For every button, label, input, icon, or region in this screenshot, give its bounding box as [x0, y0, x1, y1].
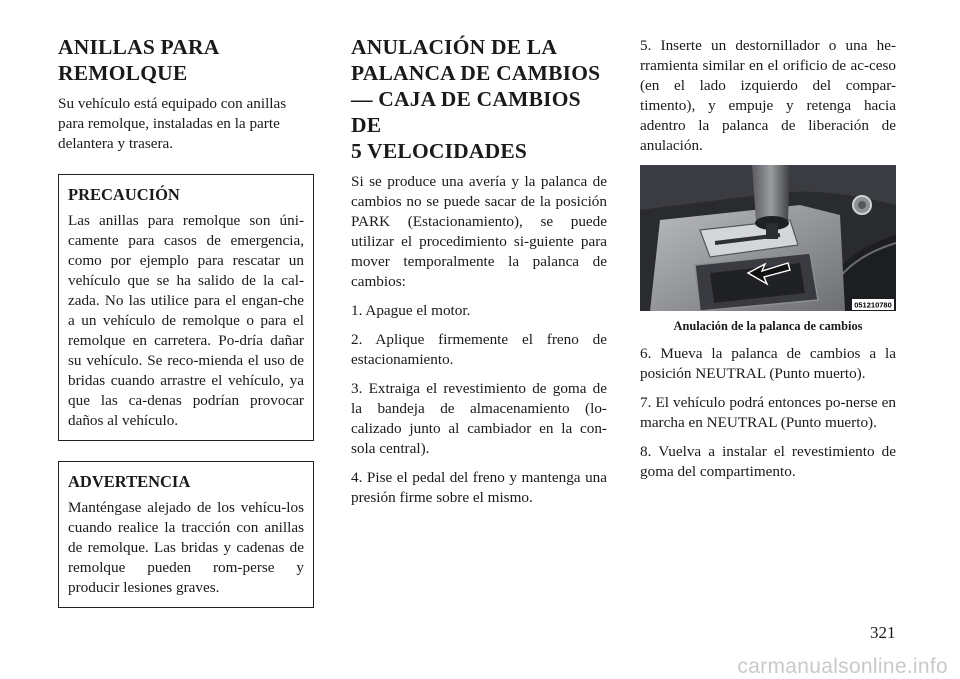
step-2: 2. Aplique firmemente el freno de estacionamiento. — [351, 331, 607, 368]
page-number: 321 — [870, 623, 896, 642]
console-illustration — [640, 165, 896, 311]
step-7: 7. El vehículo podrá entonces po-nerse en marcha en NEUTRAL (Punto muerto). — [640, 394, 896, 431]
step-8: 8. Vuelva a instalar el revestimiento de goma del compartimento. — [640, 443, 896, 480]
watermark: carmanualsonline.info — [737, 655, 948, 678]
caution-text: Las anillas para remolque son úni-camente para casos de emergencia, como por ejemplo para rescatar un vehículo que se ha salido de la cal-zada. No las utilice para el engan-che a un vehículo de remolque o para el remolque en carretera. Po-dría dañar su vehículo. Se reco-mienda el uso de bridas cuando arrastre el vehículo, ya que las ca-denas podrían provocar daños al vehículo. — [68, 212, 304, 429]
warning-text: Manténgase alejado de los vehícu-los cuando realice la tracción con anillas de remolque. Las bridas y cadenas de remolque pueden rom-perse y producir lesiones graves. — [68, 499, 304, 596]
image-code: 051210780 — [854, 300, 892, 310]
shift-override-title: ANULACIÓN DE LA PALANCA DE CAMBIOS — CAJA DE CAMBIOS DE 5 VELOCIDADES — [351, 35, 601, 163]
shift-override-intro: Si se produce una avería y la palanca de cambios no se puede sacar de la posición PARK (Estacionamiento), se puede utilizar el procedimiento si-guiente para mover temporalmente la palanca de cambios: — [351, 173, 607, 290]
right-column — [640, 36, 896, 482]
warning-box — [58, 461, 314, 608]
tow-hooks-title: ANILLAS PARA REMOLQUE — [58, 35, 220, 85]
left-column — [58, 34, 314, 628]
middle-column — [351, 34, 607, 508]
warning-heading: ADVERTENCIA — [68, 472, 191, 491]
step-1: 1. Apague el motor. — [351, 302, 471, 319]
tow-hooks-intro: Su vehículo está equipado con anillas para remolque, instaladas en la parte delantera y trasera. — [58, 95, 287, 152]
step-5: 5. Inserte un destornillador o una he-rramienta similar en el orificio de ac-ceso (en el lado izquierdo del compar-timento), y empuje y retenga hacia adentro la palanca de liberación de anulación. — [640, 37, 896, 154]
caution-heading: PRECAUCIÓN — [68, 185, 180, 204]
step-4: 4. Pise el pedal del freno y mantenga una presión firme sobre el mismo. — [351, 469, 607, 506]
step-3: 3. Extraiga el revestimiento de goma de la bandeja de almacenamiento (lo-calizado junto al cambiador en la con-sola central). — [351, 380, 607, 457]
caution-box — [58, 174, 314, 441]
step-6: 6. Mueva la palanca de cambios a la posición NEUTRAL (Punto muerto). — [640, 345, 896, 382]
photo-caption: Anulación de la palanca de cambios — [673, 319, 863, 333]
shift-override-photo — [640, 165, 896, 311]
